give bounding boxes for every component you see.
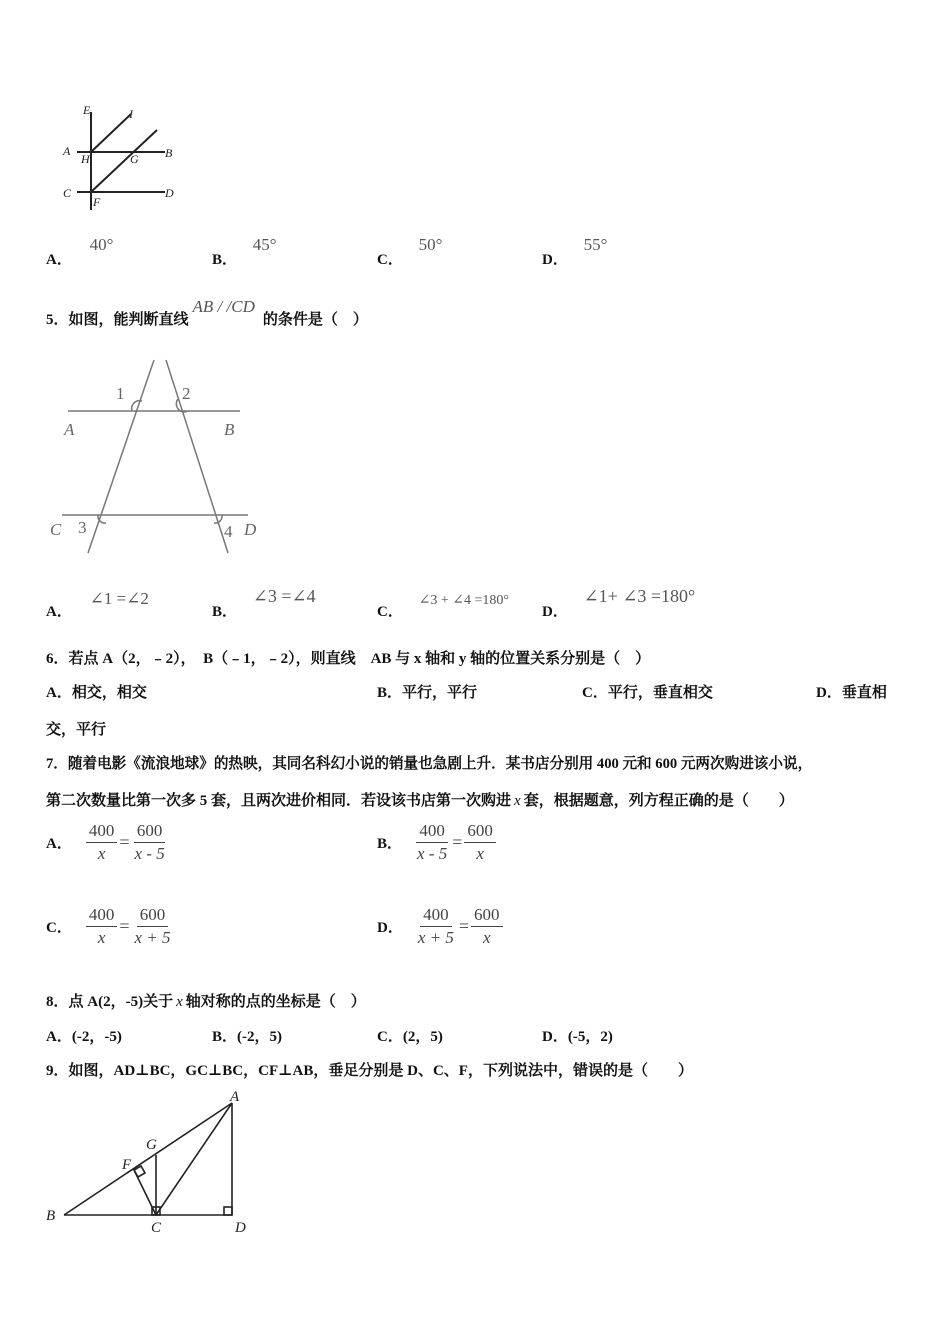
q5-option-b[interactable] <box>212 586 316 621</box>
stem-math: AB / /CD <box>192 297 255 316</box>
label-g: G <box>146 1137 157 1153</box>
label-i: I <box>129 107 133 121</box>
option-text: 平行，平行 <box>402 685 478 701</box>
label-a: A <box>230 1089 240 1105</box>
option-letter: B． <box>377 685 403 701</box>
angle-label-1: 1 <box>116 384 125 403</box>
angle-label-4: 4 <box>224 522 233 541</box>
label-d: D <box>165 186 174 200</box>
q4-option-d[interactable] <box>542 235 608 269</box>
label-c: C <box>151 1220 162 1236</box>
q9-figure <box>40 1085 260 1245</box>
option-text: 平行，垂直相交 <box>607 685 713 701</box>
q4-option-b[interactable] <box>212 235 277 269</box>
q8-stem <box>46 990 366 1011</box>
q4-option-c[interactable] <box>377 235 443 269</box>
q8-option-b[interactable] <box>212 1025 282 1046</box>
fraction-right: $\frac{600}{x + 5}$ <box>134 905 171 947</box>
q7-option-c[interactable] <box>46 904 174 949</box>
option-letter: A． <box>46 252 72 268</box>
option-text: (2，5) <box>402 1029 443 1045</box>
equals-sign: = <box>458 916 470 936</box>
fraction-left: $\frac{400}{x + 5}$ <box>417 905 454 947</box>
option-letter: A． <box>46 685 72 701</box>
q5-figure <box>48 355 278 560</box>
stem-text: 8．点 A(2，-5)关于 <box>46 994 174 1010</box>
label-f: F <box>93 195 101 209</box>
q7-option-b[interactable] <box>377 820 496 865</box>
q8-option-d[interactable] <box>542 1025 613 1046</box>
option-letter: C． <box>377 252 403 268</box>
label-b: B <box>46 1208 56 1224</box>
line-fg <box>91 130 157 192</box>
fraction-left: $\frac{400}{x}$ <box>86 904 118 949</box>
label-e: E <box>83 103 91 117</box>
option-value: 45° <box>252 235 277 254</box>
q8-option-a[interactable] <box>46 1025 122 1046</box>
label-a: A <box>64 420 75 439</box>
q5-option-a[interactable] <box>46 589 149 621</box>
option-letter: B． <box>377 836 403 852</box>
option-letter: D． <box>542 1029 568 1045</box>
stem-text: 轴对称的点的坐标是（ ） <box>185 994 366 1010</box>
transversal-right <box>166 360 228 553</box>
option-text: 相交，相交 <box>71 685 147 701</box>
option-letter: A． <box>46 604 72 620</box>
option-value: 40° <box>89 235 114 254</box>
label-d: D <box>244 520 257 539</box>
stem-text: 套，根据题意，列方程正确的是（ ） <box>523 793 794 809</box>
option-letter: C． <box>377 1029 403 1045</box>
option-text: 垂直相 <box>841 685 887 701</box>
stem-var: x <box>514 793 521 809</box>
option-value: 55° <box>583 235 608 254</box>
stem-text: 的条件是（ ） <box>262 312 368 328</box>
segment-ac <box>156 1103 232 1215</box>
label-b: B <box>224 420 235 439</box>
option-letter: D． <box>816 685 842 701</box>
option-letter: C． <box>377 604 403 620</box>
option-letter: B． <box>212 604 238 620</box>
q7-stem-line2 <box>46 789 794 810</box>
q9-stem: 9．如图，AD⊥BC，GC⊥BC，CF⊥AB，垂足分别是 D、C、F，下列说法中，错误的是（ ） <box>46 1063 693 1079</box>
option-letter: A． <box>46 836 72 852</box>
option-value: 50° <box>418 235 443 254</box>
stem-text: 如图，能判断直线 <box>68 312 189 328</box>
label-d: D <box>235 1220 246 1236</box>
q5-stem <box>46 297 368 329</box>
angle-label-3: 3 <box>78 518 87 537</box>
equals-sign: = <box>452 832 463 852</box>
fraction-right: $\frac{600}{x}$ <box>471 904 503 949</box>
q5-option-c[interactable] <box>377 593 509 621</box>
option-letter: B． <box>212 252 238 268</box>
label-c: C <box>50 520 62 539</box>
option-letter: B． <box>212 1029 238 1045</box>
option-letter: D． <box>542 252 568 268</box>
option-value: ∠1+ ∠3 =180° <box>583 586 696 606</box>
angle-arc-4 <box>214 515 222 523</box>
fraction-right: $\frac{600}{x - 5}$ <box>134 821 165 863</box>
q4-option-a[interactable] <box>46 235 114 269</box>
option-letter: D． <box>377 920 403 936</box>
q7-option-a[interactable] <box>46 820 168 865</box>
q4-figure <box>55 100 195 215</box>
q7-option-d[interactable] <box>377 904 503 949</box>
option-value: ∠1 =∠2 <box>89 589 149 608</box>
q6-stem: 6．若点 A（2，﹣2）， B（﹣1，﹣2），则直线 AB 与 x 轴和 y 轴的位置关系分别是（ ） <box>46 651 651 667</box>
option-letter: D． <box>542 604 568 620</box>
q6-option-c[interactable] <box>582 681 713 702</box>
option-letter: A． <box>46 1029 72 1045</box>
q6-option-d-wrap: 交，平行 <box>46 722 107 738</box>
equals-sign: = <box>119 832 130 852</box>
label-b: B <box>165 146 173 160</box>
right-angle-d <box>224 1207 232 1215</box>
q6-option-a[interactable] <box>46 681 147 702</box>
line-hi <box>91 114 131 152</box>
q8-option-c[interactable] <box>377 1025 443 1046</box>
label-c: C <box>63 186 72 200</box>
option-letter: C． <box>46 920 72 936</box>
label-f: F <box>122 1157 132 1173</box>
q5-option-d[interactable] <box>542 586 696 621</box>
option-text: (-2，5) <box>237 1029 283 1045</box>
question-number: 5． <box>46 312 69 328</box>
fraction-right: $\frac{600}{x}$ <box>464 820 496 865</box>
fraction-left: $\frac{400}{x}$ <box>86 820 118 865</box>
q6-option-d[interactable] <box>816 681 887 702</box>
q7-stem-line1: 7．随着电影《流浪地球》的热映，其同名科幻小说的销量也急剧上升．某书店分别用 400 元和 600 元两次购进该小说， <box>46 756 813 772</box>
stem-var: x <box>176 994 183 1010</box>
option-text: (-2，-5) <box>71 1029 122 1045</box>
label-h: H <box>81 152 90 166</box>
equals-sign: = <box>119 916 130 936</box>
fraction-left: $\frac{400}{x - 5}$ <box>417 821 448 863</box>
q6-option-b[interactable] <box>377 681 477 702</box>
option-value: ∠3 + ∠4 =180° <box>418 593 509 608</box>
option-letter: C． <box>582 685 608 701</box>
option-value: ∠3 =∠4 <box>252 586 316 606</box>
angle-label-2: 2 <box>182 384 191 403</box>
option-text: (-5，2) <box>567 1029 613 1045</box>
label-a: A <box>63 144 71 158</box>
label-g: G <box>130 152 139 166</box>
stem-text: 第二次数量比第一次多 5 套，且两次进价相同．若设该书店第一次购进 <box>46 793 512 809</box>
